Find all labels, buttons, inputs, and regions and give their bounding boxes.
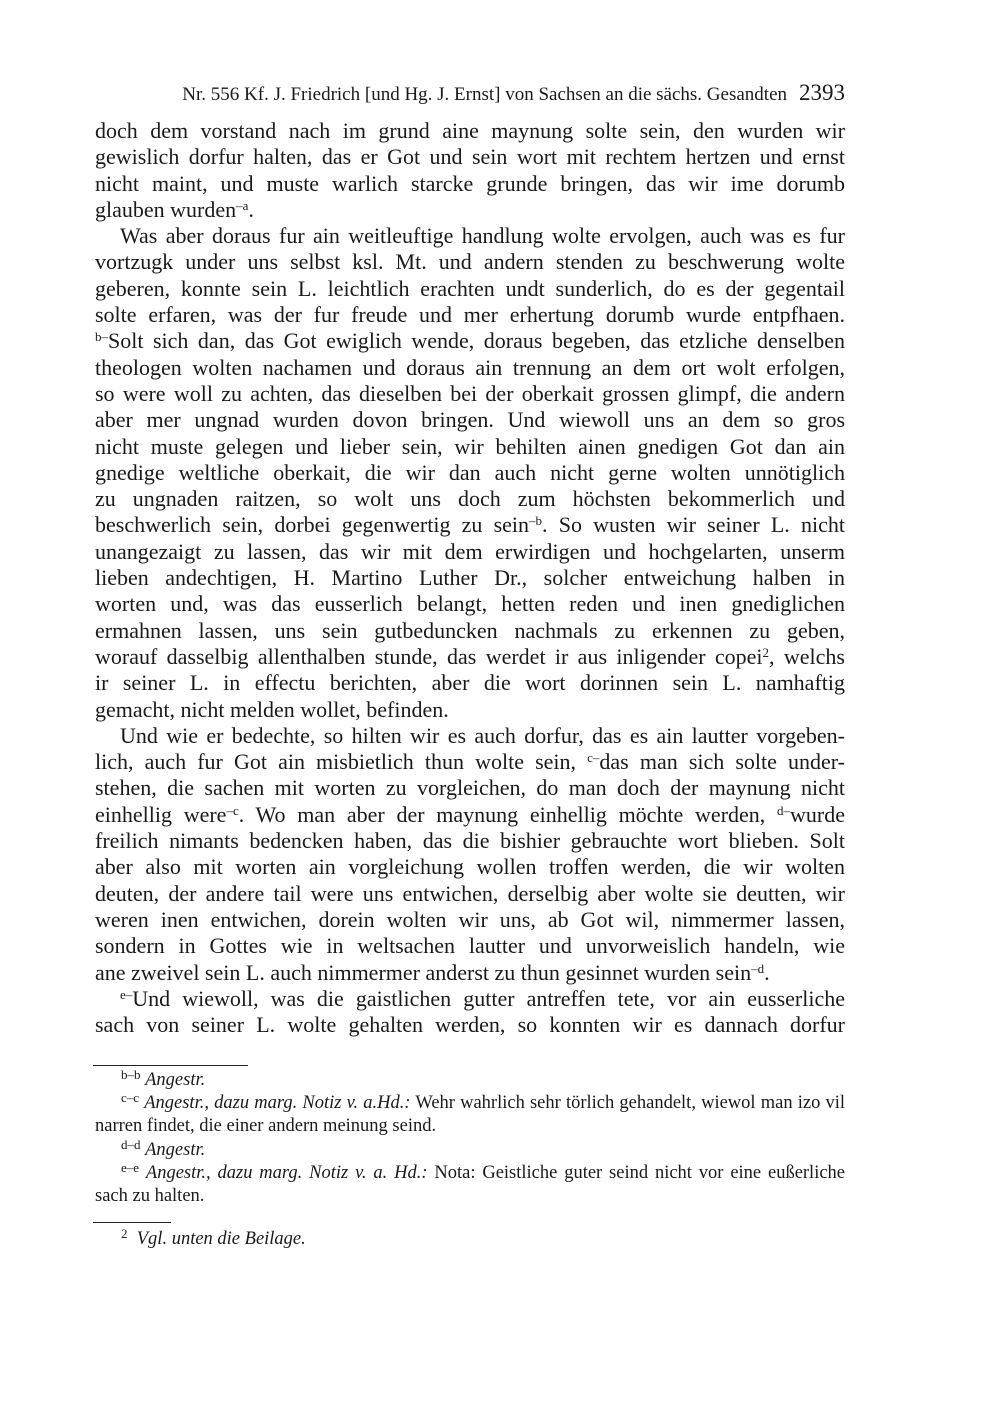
text-line-content bbox=[95, 249, 845, 275]
text-line-content bbox=[95, 460, 845, 486]
text-line-content bbox=[95, 775, 845, 801]
text-line-content bbox=[95, 197, 254, 223]
text-line bbox=[95, 749, 845, 775]
text-line bbox=[95, 460, 845, 486]
page-number: 2393 bbox=[799, 80, 845, 105]
footnote-italic: Angestr. bbox=[145, 1070, 206, 1090]
text-segment: glauben wurden bbox=[95, 196, 237, 222]
text-segment: gewislich dorfur halten, das er Got und sein wort mit rechtem hertzen und ernst bbox=[95, 144, 845, 170]
text-segment: worauf dasselbig allenthalben stunde, das werdet ir aus inligender copei bbox=[95, 643, 763, 669]
footnote-d bbox=[95, 1139, 845, 1162]
note-marker: 2 bbox=[762, 644, 770, 660]
footnote-italic: Angestr., dazu marg. Notiz v. a. Hd.: bbox=[145, 1163, 428, 1183]
text-line-content bbox=[95, 828, 845, 854]
text-segment: wurde bbox=[790, 801, 845, 827]
text-line-content bbox=[95, 144, 845, 170]
text-line bbox=[95, 539, 845, 565]
text-segment: solte erfaren, was der fur freude und mer erhertung dorumb wurde entpfhaen. bbox=[95, 302, 845, 328]
text-segment: sach von seiner L. wolte gehalten werden, so konnten wir es dannach dorfur bbox=[95, 1012, 845, 1038]
text-segment: stehen, die sachen mit worten zu vorgleichen, do man doch der maynung nicht bbox=[95, 775, 845, 801]
text-line bbox=[95, 144, 845, 170]
text-segment: das man sich solte under- bbox=[599, 749, 845, 775]
footnote-label: c–c bbox=[121, 1090, 140, 1105]
text-line bbox=[95, 565, 845, 591]
text-segment: . bbox=[248, 196, 254, 222]
text-line bbox=[95, 960, 845, 986]
text-line bbox=[95, 802, 845, 828]
text-segment: so were woll zu achten, das dieselben bei der oberkait grossen glimpf, die andern bbox=[95, 380, 845, 406]
text-segment: Solt sich dan, das Got ewiglich wende, doraus begeben, das etzliche denselben bbox=[108, 328, 845, 354]
text-line-content bbox=[95, 749, 845, 775]
text-segment: nicht muste gelegen und lieber sein, wir behilten ainen gnedigen Got dan ain bbox=[95, 433, 845, 459]
text-segment: sondern in Gottes wie in weltsachen lautter und unvorweislich handeln, wie bbox=[95, 933, 845, 959]
text-line bbox=[95, 933, 845, 959]
text-line-content bbox=[95, 276, 845, 302]
text-segment: einhellig were bbox=[95, 801, 227, 827]
text-segment: Und wie er bedechte, so hilten wir es auch dorfur, das es ain lautter vorgeben- bbox=[120, 722, 845, 748]
text-line bbox=[95, 223, 845, 249]
text-line bbox=[95, 618, 845, 644]
text-line bbox=[95, 355, 845, 381]
text-line-content bbox=[95, 644, 845, 670]
text-line bbox=[95, 644, 845, 670]
note-marker: –c bbox=[226, 802, 239, 818]
note-marker: –a bbox=[236, 197, 249, 213]
text-line bbox=[95, 434, 845, 460]
text-line-content bbox=[95, 407, 845, 433]
text-line bbox=[95, 1012, 845, 1038]
text-line bbox=[95, 907, 845, 933]
text-line bbox=[95, 881, 845, 907]
note-text: Vgl. unten die Beilage. bbox=[136, 1229, 306, 1249]
text-line-content bbox=[95, 1012, 845, 1038]
text-line-content bbox=[95, 539, 845, 565]
text-line bbox=[95, 407, 845, 433]
text-line-content bbox=[95, 907, 845, 933]
text-line-content bbox=[95, 802, 845, 828]
text-line bbox=[95, 302, 845, 328]
footnote-b bbox=[95, 1069, 845, 1092]
text-line bbox=[95, 512, 845, 538]
text-line-content bbox=[95, 434, 845, 460]
text-line-content bbox=[95, 565, 845, 591]
note-marker: –b bbox=[529, 513, 543, 529]
footnote-italic: Angestr., dazu marg. Notiz v. a.Hd.: bbox=[144, 1093, 411, 1113]
text-line-content bbox=[95, 355, 845, 381]
text-segment: gemacht, nicht melden wollet, befinden. bbox=[95, 696, 449, 722]
text-line-content bbox=[95, 697, 449, 723]
text-line-content bbox=[95, 933, 845, 959]
text-line bbox=[95, 197, 845, 223]
text-line-content bbox=[95, 171, 845, 197]
text-line bbox=[95, 854, 845, 880]
text-line-content bbox=[95, 486, 845, 512]
text-segment: beschwerlich sein, dorbei gegenwertig zu sein bbox=[95, 512, 530, 538]
text-line bbox=[95, 171, 845, 197]
running-header bbox=[95, 80, 845, 106]
text-line bbox=[95, 381, 845, 407]
text-segment: theologen wolten nachamen und doraus ain trennung an dem ort wolt erfolgen, bbox=[95, 354, 845, 380]
text-line-content bbox=[95, 670, 845, 696]
footnote-label: e–e bbox=[121, 1160, 140, 1175]
text-segment: vortzugk under uns selbst ksl. Mt. und andern stenden zu beschwerung wolte bbox=[95, 249, 845, 275]
text-line-content bbox=[95, 986, 845, 1012]
text-line-content bbox=[95, 723, 845, 749]
text-line bbox=[95, 670, 845, 696]
text-line bbox=[95, 249, 845, 275]
note-marker: –d bbox=[751, 960, 765, 976]
note-marker: e– bbox=[120, 986, 133, 1002]
text-line bbox=[95, 775, 845, 801]
main-text bbox=[95, 118, 845, 1038]
note-number: 2 bbox=[121, 1226, 128, 1241]
text-line bbox=[95, 328, 845, 354]
text-line-content bbox=[95, 512, 845, 538]
text-segment: nicht maint, und muste warlich starcke grunde bringen, das wir ime dorumb bbox=[95, 170, 845, 196]
text-line-content bbox=[95, 591, 845, 617]
text-segment: unangezaigt zu lassen, das wir mit dem erwirdigen und hochgelarten, unserm bbox=[95, 538, 845, 564]
note-marker: b– bbox=[95, 329, 108, 345]
footnote-italic: Angestr. bbox=[145, 1140, 206, 1160]
text-line bbox=[95, 118, 845, 144]
text-line bbox=[95, 486, 845, 512]
text-line-content bbox=[95, 118, 845, 144]
note-marker: c– bbox=[587, 750, 600, 766]
text-segment: zu ungnaden raitzen, so wolt uns doch zum höchsten bekommerlich und bbox=[95, 486, 845, 512]
footnote-text: Nota: Geistliche guter seind nicht vor eine eußerliche sach zu halten. bbox=[95, 1163, 846, 1206]
numbered-note-2 bbox=[95, 1228, 845, 1251]
text-line bbox=[95, 723, 845, 749]
footnote-divider bbox=[93, 1065, 248, 1066]
footnote-c bbox=[95, 1092, 845, 1137]
text-line bbox=[95, 276, 845, 302]
text-line-content bbox=[95, 381, 845, 407]
text-line-content bbox=[95, 881, 845, 907]
text-segment: . bbox=[764, 959, 770, 985]
text-segment: . Wo man aber der maynung einhellig möchte werden, bbox=[238, 801, 778, 827]
text-segment: Was aber doraus fur ain weitleuftige handlung wolte ervolgen, auch was es fur bbox=[120, 223, 845, 249]
text-line-content bbox=[95, 960, 770, 986]
text-segment: doch dem vorstand nach im grund aine maynung solte sein, den wurden wir bbox=[95, 118, 845, 143]
footnote-label: d–d bbox=[121, 1137, 141, 1152]
text-segment: , welchs bbox=[769, 643, 845, 669]
text-segment: Und wiewoll, was die gaistlichen gutter antreffen tete, vor ain eusserliche bbox=[132, 985, 845, 1011]
note-marker: d– bbox=[777, 802, 791, 818]
text-segment: geberen, konnte sein L. leichtlich erachten undt sunderlich, do es der gegentail bbox=[95, 275, 845, 301]
text-segment: ir seiner L. in effectu berichten, aber die wort dorinnen sein L. namhaftig bbox=[95, 670, 845, 696]
text-segment: aber also mit worten ain vorgleichung wollen troffen werden, die wir wolten bbox=[95, 854, 845, 880]
numbered-note-divider bbox=[93, 1222, 171, 1223]
text-segment: worten und, was das eusserlich belangt, hetten reden und inen gnediglichen bbox=[95, 591, 845, 617]
text-line-content bbox=[95, 302, 845, 328]
text-segment: ermahnen lassen, uns sein gutbeduncken nachmals zu erkennen zu geben, bbox=[95, 617, 845, 643]
text-line bbox=[95, 828, 845, 854]
text-segment: . So wusten wir seiner L. nicht bbox=[542, 512, 845, 538]
footnote-text: Wehr wahrlich sehr törlich gehandelt, wiewol man izo vil narren findet, die einer andern meinung seind. bbox=[95, 1093, 846, 1136]
footnote-label: b–b bbox=[121, 1067, 141, 1082]
text-line-content bbox=[95, 328, 845, 354]
text-line-content bbox=[95, 854, 845, 880]
text-line bbox=[95, 986, 845, 1012]
text-segment: deuten, der andere tail were uns entwichen, derselbig aber wolte sie deutten, wir bbox=[95, 880, 845, 906]
text-line bbox=[95, 697, 845, 723]
text-segment: weren inen entwichen, dorein wolten wir uns, ab Got wil, nimmermer lassen, bbox=[95, 906, 845, 932]
footnote-e bbox=[95, 1162, 845, 1207]
text-line-content bbox=[95, 618, 845, 644]
text-segment: aber mer ungnad wurden dovon bringen. Und wiewoll uns an dem so gros bbox=[95, 407, 845, 433]
text-segment: lich, auch fur Got ain misbietlich thun wolte sein, bbox=[95, 749, 588, 775]
text-segment: gnedige weltliche oberkait, die wir dan auch nicht gerne wolten unnötiglich bbox=[95, 459, 845, 485]
text-segment: freilich nimants bedencken haben, das die bishier gebrauchte wort blieben. Solt bbox=[95, 828, 845, 854]
text-line bbox=[95, 591, 845, 617]
text-segment: lieben andechtigen, H. Martino Luther Dr., solcher entweichung halben in bbox=[95, 565, 845, 591]
text-segment: ane zweivel sein L. auch nimmermer anderst zu thun gesinnet wurden sein bbox=[95, 959, 752, 985]
header-title: Nr. 556 Kf. J. Friedrich [und Hg. J. Ernst] von Sachsen an die sächs. Gesandten bbox=[182, 84, 787, 105]
text-line-content bbox=[95, 223, 845, 249]
